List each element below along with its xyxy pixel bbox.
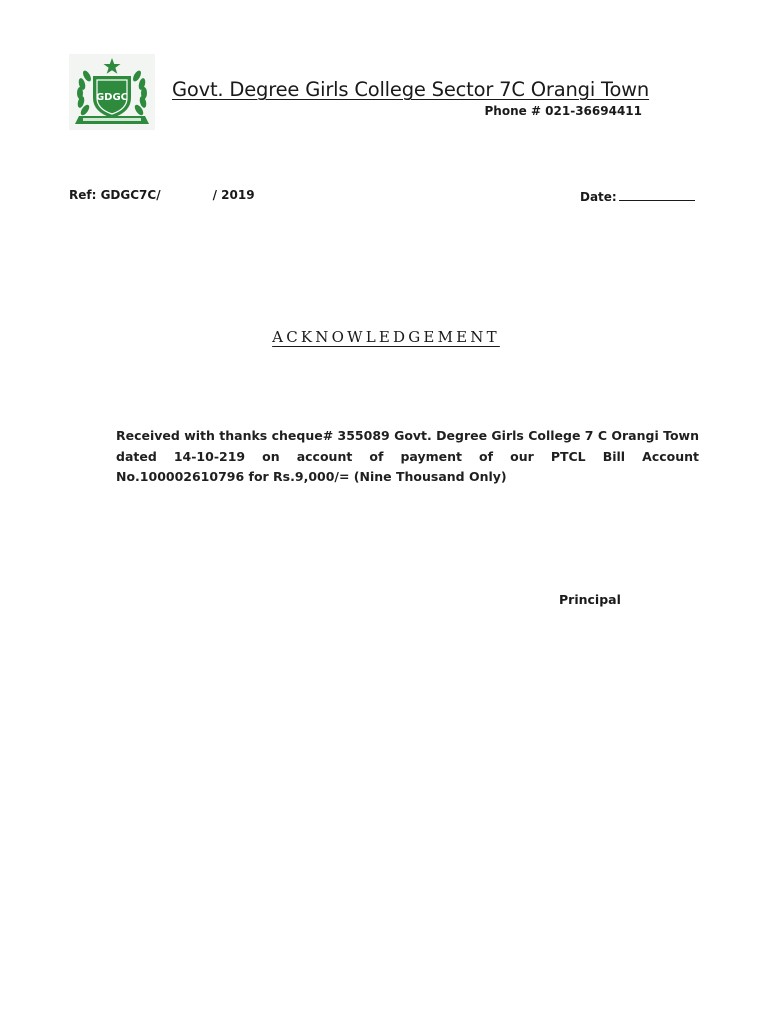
date-blank bbox=[619, 188, 695, 201]
signatory-title: Principal bbox=[559, 592, 621, 607]
ref-year: / 2019 bbox=[212, 188, 255, 202]
acknowledgement-body: Received with thanks cheque# 355089 Govt. Degree Girls College 7 C Orangi Town dated 14-10-219 on account of payment of our PTCL Bill Account No.100002610796 for Rs.9,000/= (Nine Thousand Only) bbox=[116, 428, 699, 484]
ref-prefix: Ref: GDGC7C/ bbox=[69, 188, 161, 202]
reference-line bbox=[69, 188, 255, 202]
college-name: Govt. Degree Girls College Sector 7C Orangi Town bbox=[172, 78, 650, 101]
phone-number: Phone # 021-36694411 bbox=[484, 104, 642, 118]
date-line bbox=[580, 188, 695, 204]
college-logo bbox=[69, 54, 155, 130]
document-heading: ACKNOWLEDGEMENT bbox=[272, 328, 500, 346]
logo-monogram: GDGC bbox=[95, 92, 129, 103]
date-label: Date: bbox=[580, 190, 617, 204]
